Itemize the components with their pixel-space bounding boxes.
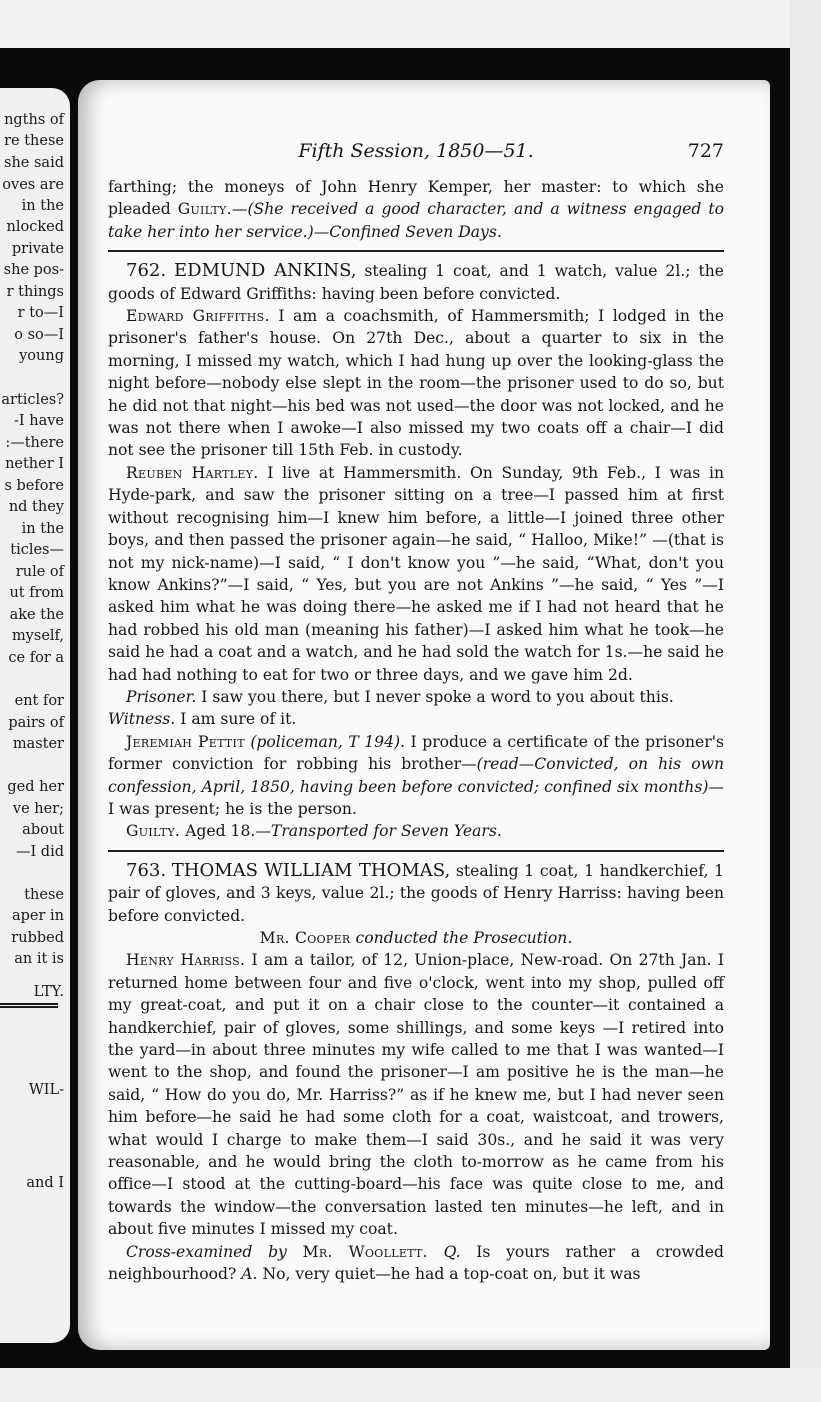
left-page-fragment: aper in <box>11 908 64 924</box>
left-page-fragment: nd they <box>8 499 64 515</box>
left-page-fragment: she said <box>4 155 64 171</box>
left-page-fragment: :—there <box>5 435 64 451</box>
case-763-heading: 763. THOMAS WILLIAM THOMAS, stealing 1 coat, 1 handkerchief, 1 pair of gloves, and 3 keys, value 2l.; the goods of Henry Harriss: having been before convicted. <box>108 859 724 925</box>
left-page-fragment: re these <box>4 133 64 149</box>
left-page-fragment: ve her; <box>12 801 64 817</box>
left-page-fragment: r to—I <box>17 305 64 321</box>
left-page-fragment: rule of <box>15 564 64 580</box>
case-763-witness-harriss: Henry Harriss. I am a tailor, of 12, Union-place, New-road. On 27th Jan. I returned home between four and five o'clock, went into my shop, pulled off my great-coat, and put it on a chair close to the counter—it contained a handkerchief, pair of gloves, some shillings, and some keys —I retired into the yard—in about three minutes my wife called to me that I was wanted—I went to the shop, and found the prisoner—I am positive he is the man—he said, “ How do you do, Mr. Harriss?” as if he knew me, but I had never seen him before—he said he had some cloth for a coat, waistcoat, and trowers, what would I charge to make them—I said 30s., and he said it was very reasonable, and he would bring the cloth to-morrow as he came from his office—I stood at the cutting-board—his face was quite close to me, and towards the window—the conversation lasted ten minutes—he left, and in about five minutes I missed my coat. <box>108 951 724 1239</box>
left-page-fragment: LTY. <box>33 984 64 1000</box>
left-page-fragment: pairs of <box>8 715 64 731</box>
previous-case-tail: farthing; the moneys of John Henry Kemper, her master: to which she pleaded Guilty.—(She received a good character, and a witness engaged to take her into her service.)—Confined Seven Days. <box>108 178 724 241</box>
left-page-fragment: ut from <box>9 585 64 601</box>
left-page-fragment: ngths of <box>4 112 64 128</box>
left-page-fragment: articles? <box>1 392 64 408</box>
left-page-fragment: in the <box>21 521 64 537</box>
left-page-fragment: and I <box>26 1175 64 1191</box>
left-page-fragment: she pos- <box>3 262 64 278</box>
case-762-witness-griffiths: Edward Griffiths. I am a coachsmith, of Hammersmith; I lodged in the prisoner's father's house. On 27th Dec., about a quarter to six in the morning, I missed my watch, which I had hung up over the looking-glass the night before—nobody else slept in the room—the prisoner used to do so, but he did not that night—his bed was not used—the door was not locked, and he was not there when I awoke—I also missed my two coats off a chair—I did not see the prisoner till 15th Feb. in custody. <box>108 307 724 460</box>
left-page-fragment: nether I <box>5 456 64 472</box>
left-page-fragment: s before <box>4 478 64 494</box>
case-divider <box>108 250 724 252</box>
left-page-fragment: WIL- <box>28 1082 64 1098</box>
left-page-fragment: o so—I <box>14 327 64 343</box>
left-page-fragment: private <box>11 241 64 257</box>
running-title: Fifth Session, 1850—51. <box>298 140 534 162</box>
case-762-officer-statement: Jeremiah Pettit (policeman, T 194). I produce a certificate of the prisoner's former conviction for robbing his brother—(read—Convicted, on his own confession, April, 1850, having been before convicted; confined six months)—I was present; he is the person. <box>108 732 724 818</box>
left-page-fragment: myself, <box>11 628 64 644</box>
left-page-fragment: rubbed <box>11 930 64 946</box>
left-page-fragment: nlocked <box>6 219 64 235</box>
left-page-fragment: r things <box>6 284 64 300</box>
case-763-prosecution: Mr. Cooper conducted the Prosecution. <box>259 929 573 947</box>
left-page-fragment: —I did <box>15 844 64 860</box>
scan-background-right <box>790 0 821 1402</box>
left-page-fragment: these <box>24 887 64 903</box>
left-page-rule <box>0 1003 58 1005</box>
left-facing-page <box>0 88 70 1343</box>
case-divider <box>108 850 724 852</box>
scan-background-bottom <box>0 1368 821 1402</box>
case-762-witness-hartley: Reuben Hartley. I live at Hammersmith. On Sunday, 9th Feb., I was in Hyde-park, and saw the prisoner sitting on a tree—I passed him at first without recognising him—I knew him before, a little—I joined three other boys, and then passed the prisoner again—he said, “ Halloo, Mike!” —(that is not my nick-name)—I said, “ I don't know you ”—he said, “What, don't you know Ankins?”—I said, “ Yes, but you are not Ankins ”—he said, “ Yes ”—I asked him what he was doing there—he asked me if I had not heard that he had robbed his old man (meaning his father)—I asked him what he took—he said he had a coat and a watch, and he had sold the watch for 1s.—he said he had had nothing to eat for two or three days, and we gave him 2d. <box>108 463 724 684</box>
left-page-fragment: about <box>22 822 64 838</box>
left-page-fragment: -I have <box>14 413 64 429</box>
page-number: 727 <box>687 140 724 162</box>
left-page-fragment: master <box>12 736 64 752</box>
case-762-heading: 762. EDMUND ANKINS, stealing 1 coat, and 1 watch, value 2l.; the goods of Edward Griffiths: having been before convicted. <box>108 260 724 303</box>
left-page-fragment: oves are <box>2 177 64 193</box>
running-header <box>108 140 724 176</box>
left-page-fragment: ticles— <box>10 542 64 558</box>
case-762-prisoner-statement: Prisoner. I saw you there, but I never spoke a word to you about this. Witness. I am sure of it. <box>108 687 674 729</box>
main-page <box>78 80 770 1350</box>
left-page-fragment: young <box>19 348 64 364</box>
left-page-fragment: in the <box>21 198 64 214</box>
left-page-fragment: ent for <box>14 693 64 709</box>
left-page-fragment: ake the <box>9 607 64 623</box>
page-text-block <box>108 140 724 1286</box>
left-page-fragment: ce for a <box>8 650 64 666</box>
left-page-rule <box>0 1006 58 1008</box>
case-762-verdict: Guilty. Aged 18.—Transported for Seven Years. <box>126 822 502 841</box>
case-763-cross-examination: Cross-examined by Mr. Woollett. Q. Is yours rather a crowded neighbourhood? A. No, very quiet—he had a top-coat on, but it was <box>108 1242 724 1284</box>
left-page-fragment: an it is <box>14 951 64 967</box>
left-page-fragment: ged her <box>7 779 64 795</box>
